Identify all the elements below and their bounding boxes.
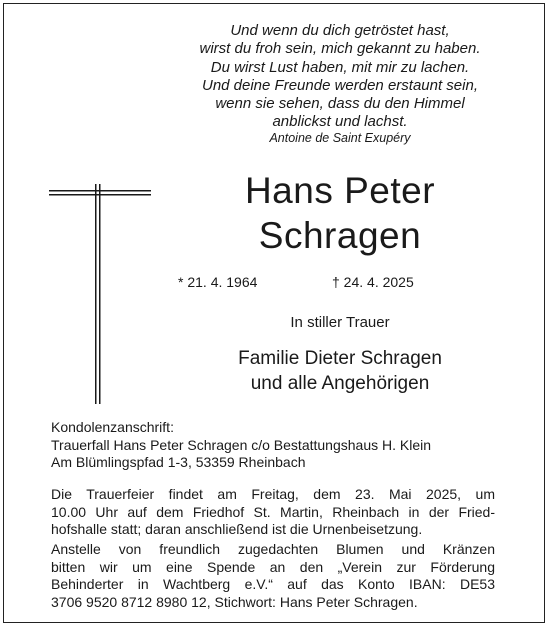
- funeral-line: 10.00 Uhr auf dem Friedhof St. Martin, Rheinbach in der Fried-: [51, 503, 495, 520]
- condolence-line: Trauerfall Hans Peter Schragen c/o Bestattungshaus H. Klein: [51, 436, 432, 453]
- death-date: † 24. 4. 2025: [332, 274, 414, 290]
- donation-line: bitten wir um eine Spende an den „Verein zur Förderung: [51, 558, 495, 575]
- donation-line: Anstelle von freundlich zugedachten Blumen und Kränzen: [51, 541, 495, 557]
- donation-line: Behinderter in Wachtberg e.V.“ auf das Konto IBAN: DE53: [51, 576, 495, 593]
- mourning-phrase: In stiller Trauer: [290, 314, 390, 331]
- family-block: [140, 346, 540, 396]
- poem-line: anblickst und lachst.: [272, 113, 408, 131]
- condolence-line: Am Blümlingspfad 1-3, 53359 Rheinbach: [51, 454, 306, 471]
- poem-line: Und deine Freunde werden erstaunt sein,: [201, 76, 478, 94]
- poem-line: Du wirst Lust haben, mit mir zu lachen.: [210, 58, 470, 76]
- first-name: Hans Peter: [244, 170, 436, 211]
- poem-line: wenn sie sehen, dass du den Himmel: [215, 95, 465, 113]
- family-name: Familie Dieter Schragen: [238, 348, 442, 369]
- condolence-address: [51, 419, 495, 472]
- poem-line: Und wenn du dich getröstet hast,: [230, 22, 450, 39]
- condolence-heading: Kondolenzanschrift:: [51, 419, 174, 435]
- funeral-line: Die Trauerfeier findet am Freitag, dem 23. Mai 2025, um: [51, 486, 495, 502]
- donation-notice: [51, 541, 495, 611]
- birth-date: * 21. 4. 1964: [178, 274, 258, 290]
- deceased-name: [140, 168, 540, 258]
- cross-icon: [49, 184, 151, 404]
- poem-author: Antoine de Saint Exupéry: [269, 131, 411, 145]
- last-name: Schragen: [258, 215, 422, 256]
- poem-line: wirst du froh sein, mich gekannt zu haben.: [199, 40, 481, 58]
- funeral-notice: [51, 486, 495, 539]
- poem: [140, 22, 540, 132]
- donation-line: 3706 9520 8712 8980 12, Stichwort: Hans Peter Schragen.: [51, 593, 418, 610]
- relatives-line: und alle Angehörigen: [250, 373, 430, 394]
- funeral-line: hofshalle statt; daran anschließend ist die Urnenbeisetzung.: [51, 521, 423, 538]
